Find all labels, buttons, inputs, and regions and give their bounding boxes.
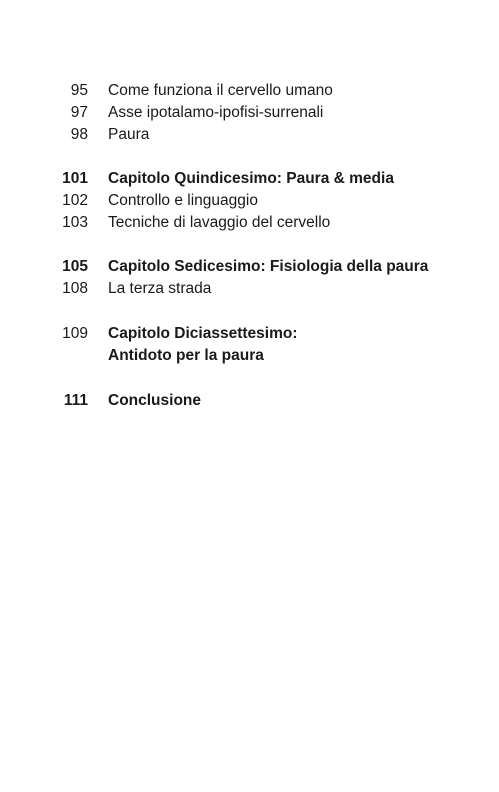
toc-entry <box>0 102 499 124</box>
toc-chapter-entry <box>0 323 499 367</box>
toc-chapter-entry <box>0 168 499 190</box>
chapter-title: Capitolo Quindicesimo: Paura & media <box>108 170 394 187</box>
page-number: 95 <box>70 82 88 99</box>
page-number: 97 <box>70 104 88 121</box>
chapter-title: Conclusione <box>108 392 202 409</box>
chapter-title-line-1: Capitolo Diciassettesimo: <box>108 325 298 342</box>
page-number: 103 <box>62 214 88 231</box>
chapter-title-line-2: Antidoto per la paura <box>108 347 264 364</box>
chapter-title <box>108 323 298 367</box>
toc-entry <box>0 190 499 212</box>
table-of-contents <box>0 80 499 412</box>
entry-title: Come funziona il cervello umano <box>108 82 333 99</box>
toc-entry <box>0 80 499 102</box>
page-number: 101 <box>62 170 88 187</box>
toc-chapter-entry <box>0 390 499 412</box>
page-number: 111 <box>63 392 88 409</box>
page-number: 105 <box>62 258 88 275</box>
spacer <box>0 146 499 168</box>
spacer <box>0 234 499 256</box>
entry-title: Asse ipotalamo-ipofisi-surrenali <box>108 104 324 121</box>
entry-title: Controllo e linguaggio <box>108 192 258 209</box>
page-number: 108 <box>62 280 88 297</box>
page-number: 102 <box>62 192 88 209</box>
chapter-title: Capitolo Sedicesimo: Fisiologia della paura <box>108 258 429 275</box>
entry-title: Paura <box>108 126 150 143</box>
page-number: 109 <box>62 325 88 342</box>
toc-entry <box>0 124 499 146</box>
toc-chapter-entry <box>0 256 499 278</box>
entry-title: Tecniche di lavaggio del cervello <box>108 214 331 231</box>
page-number: 98 <box>70 126 88 143</box>
toc-entry <box>0 212 499 234</box>
spacer <box>0 300 499 323</box>
spacer <box>0 367 499 390</box>
toc-entry <box>0 278 499 300</box>
entry-title: La terza strada <box>108 280 212 297</box>
